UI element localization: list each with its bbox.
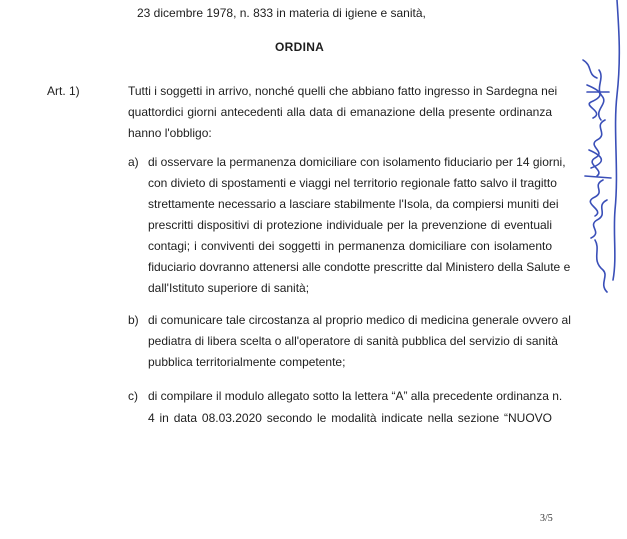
item-line: dall'Istituto superiore di sanità; bbox=[148, 281, 310, 295]
heading-ordina: ORDINA bbox=[275, 40, 325, 54]
article-label: Art. 1) bbox=[47, 84, 80, 98]
item-line: fiduciario dovranno attenersi alle condotte prescritte dal Ministero della Salute e bbox=[148, 260, 571, 274]
item-line: 4 in data 08.03.2020 secondo le modalità indicate nella sezione “NUOVO bbox=[148, 411, 552, 425]
item-line: di comunicare tale circostanza al proprio medico di medicina generale ovvero al bbox=[148, 313, 571, 327]
item-marker: a) bbox=[128, 155, 139, 169]
item-line: strettamente necessario a lasciare stabilmente l'Isola, da compiersi muniti dei bbox=[148, 197, 559, 211]
handwritten-signature bbox=[547, 0, 627, 300]
article-line: quattordici giorni antecedenti alla data di emanazione della presente ordinanza bbox=[128, 105, 552, 119]
item-line: di compilare il modulo allegato sotto la lettera “A” alla precedente ordinanza n. bbox=[148, 389, 563, 403]
item-line: pediatra di libera scelta o all'operatore di sanità pubblica del servizio di sanità bbox=[148, 334, 558, 348]
item-marker: c) bbox=[128, 389, 138, 403]
intro-line: 23 dicembre 1978, n. 833 in materia di igiene e sanità, bbox=[137, 6, 426, 20]
item-line: prescritti dispositivi di protezione individuale per la prevenzione di eventuali bbox=[148, 218, 552, 232]
item-line: con divieto di spostamenti e viaggi nel territorio regionale fatto salvo il tragitto bbox=[148, 176, 557, 190]
article-line: hanno l'obbligo: bbox=[128, 126, 212, 140]
page-number: 3/5 bbox=[540, 513, 553, 524]
item-line: di osservare la permanenza domiciliare con isolamento fiduciario per 14 giorni, bbox=[148, 155, 566, 169]
item-line: pubblica territorialmente competente; bbox=[148, 355, 346, 369]
article-line: Tutti i soggetti in arrivo, nonché quelli che abbiano fatto ingresso in Sardegna nei bbox=[128, 84, 558, 98]
item-marker: b) bbox=[128, 313, 139, 327]
item-line: contagi; i conviventi dei soggetti in permanenza domiciliare con isolamento bbox=[148, 239, 552, 253]
